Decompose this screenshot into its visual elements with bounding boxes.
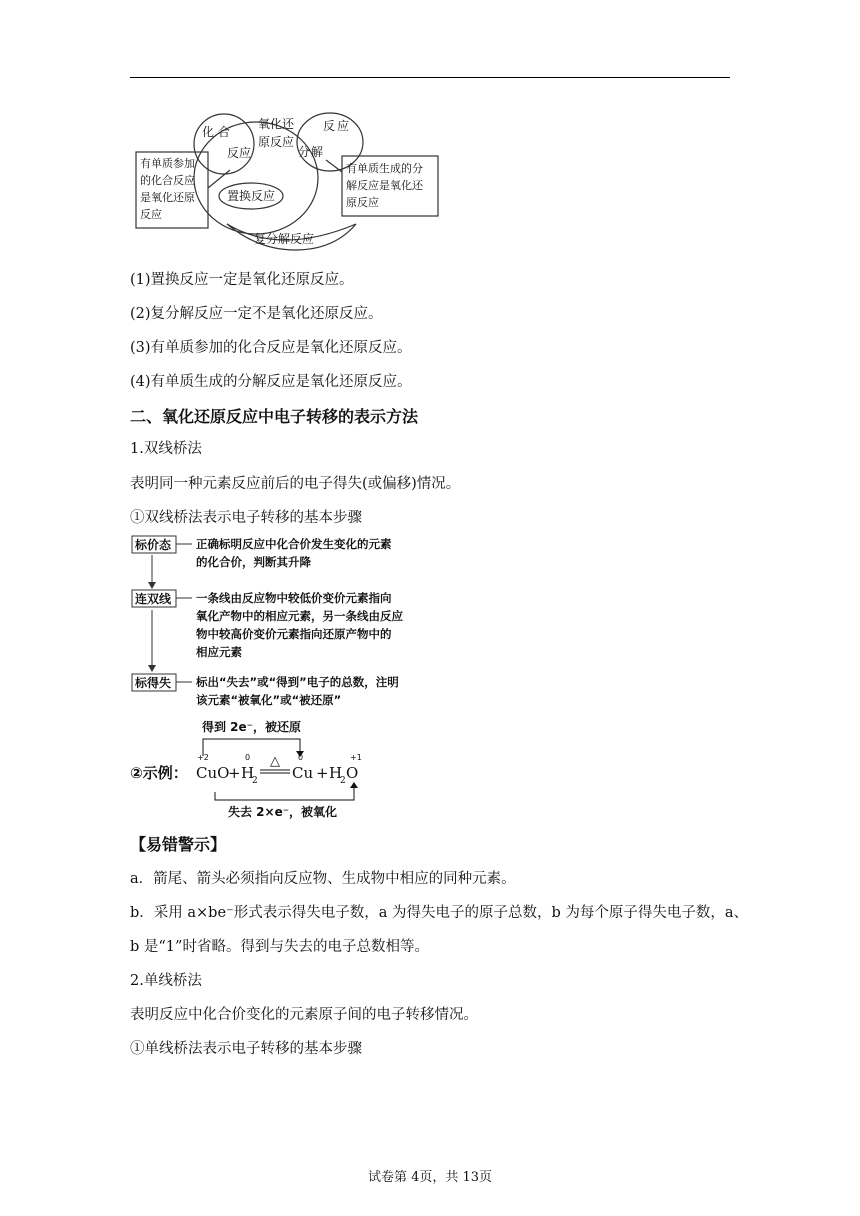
warning-title: 【易错警示】: [130, 835, 227, 854]
point-2: (2)复分解反应一定不是氧化还原反应。: [130, 306, 383, 322]
right-note-2: 解反应是氧化还: [346, 179, 423, 192]
header-rule: [130, 77, 730, 78]
formula-plus-2: +: [316, 764, 329, 782]
example-prefix: ②示例：: [130, 764, 188, 782]
left-note-1: 有单质参加: [140, 157, 195, 170]
venn-combination-1: 化: [202, 125, 215, 139]
venn-decomposition-1: 分: [298, 145, 311, 159]
combination-ellipse: [194, 114, 254, 174]
double-bridge-steps-flowchart: [130, 532, 440, 714]
venn-redox-2: 原反应: [258, 135, 295, 149]
gain-label: 得到 2e⁻，被还原: [202, 720, 302, 734]
formula-plus-1: +: [228, 764, 241, 782]
ox-state-cu: 0: [298, 753, 304, 762]
double-bridge-title: 1.双线桥法: [130, 441, 202, 457]
left-note-4: 反应: [140, 208, 162, 221]
double-bridge-steps-title: ①双线桥法表示电子转移的基本步骤: [130, 510, 362, 526]
venn-replacement: 置换反应: [227, 189, 276, 203]
point-3: (3)有单质参加的化合反应是氧化还原反应。: [130, 340, 412, 356]
step-3-label: 标得失: [135, 676, 172, 690]
double-bridge-example: [130, 716, 410, 820]
formula-h: H: [241, 764, 255, 782]
formula-sub-2: 2: [252, 776, 258, 786]
step-2-line-3: 物中较高价变价元素指向还原产物中的: [196, 627, 392, 641]
single-bridge-desc: 表明反应中化合价变化的元素原子间的电子转移情况。: [130, 1007, 478, 1023]
venn-double-decomposition: 复分解反应: [254, 232, 315, 246]
step-3-line-1: 标出“失去”或“得到”电子的总数，注明: [196, 675, 399, 689]
right-note-1: 有单质生成的分: [346, 162, 423, 175]
warning-b-line-1: b．采用 a×be⁻形式表示得失电子数，a 为得失电子的原子总数，b 为每个原子得失电子数，a、: [130, 905, 748, 921]
step-1-line-2: 的化合价，判断其升降: [196, 555, 311, 569]
venn-decomposition-2: 解: [311, 145, 324, 159]
warning-a: a．箭尾、箭头必须指向反应物、生成物中相应的同种元素。: [130, 871, 516, 887]
step-2-line-2: 氧化产物中的相应元素，另一条线由反应: [196, 609, 403, 623]
section-title: 二、氧化还原反应中电子转移的表示方法: [130, 407, 419, 426]
formula-o: O: [346, 764, 359, 782]
reaction-venn-diagram: [130, 100, 450, 260]
step-1-line-1: 正确标明反应中化合价发生变化的元素: [196, 537, 392, 551]
lose-label: 失去 2×e⁻，被氧化: [228, 805, 338, 819]
ox-state-h2o: +1: [350, 753, 362, 762]
heat-symbol: △: [270, 754, 280, 769]
ox-state-h2: 0: [245, 753, 251, 762]
left-note-3: 是氧化还原: [140, 191, 195, 204]
left-note-2: 的化合反应: [140, 174, 195, 187]
page-footer: 试卷第 4页，共 13页: [367, 1170, 493, 1185]
single-bridge-steps-title: ①单线桥法表示电子转移的基本步骤: [130, 1041, 362, 1057]
ox-state-cuo: +2: [197, 753, 209, 762]
formula-sub-2b: 2: [340, 776, 346, 786]
step-3-line-2: 该元素“被氧化”或“被还原”: [196, 693, 342, 707]
right-note-3: 原反应: [346, 196, 379, 209]
formula-cuo: CuO: [196, 764, 230, 782]
warning-b-line-2: b 是“1”时省略。得到与失去的电子总数相等。: [130, 939, 429, 955]
venn-combination-2: 合: [218, 125, 231, 139]
formula-cu: Cu: [292, 764, 314, 782]
point-4: (4)有单质生成的分解反应是氧化还原反应。: [130, 374, 412, 390]
step-2-line-4: 相应元素: [196, 645, 242, 659]
step-1-label: 标价态: [135, 538, 172, 552]
point-1: (1)置换反应一定是氧化还原反应。: [130, 272, 354, 288]
venn-reaction-2a: 反: [323, 119, 336, 133]
formula-h-2: H: [329, 764, 343, 782]
step-2-line-1: 一条线由反应物中较低价变价元素指向: [196, 591, 392, 605]
step-2-label: 连双线: [135, 592, 172, 606]
venn-redox-1: 氧化还: [258, 117, 295, 131]
single-bridge-title: 2.单线桥法: [130, 973, 202, 989]
venn-reaction-2b: 应: [337, 119, 350, 133]
double-bridge-desc: 表明同一种元素反应前后的电子得失(或偏移)情况。: [130, 476, 461, 492]
venn-reaction-1: 反应: [227, 146, 252, 160]
